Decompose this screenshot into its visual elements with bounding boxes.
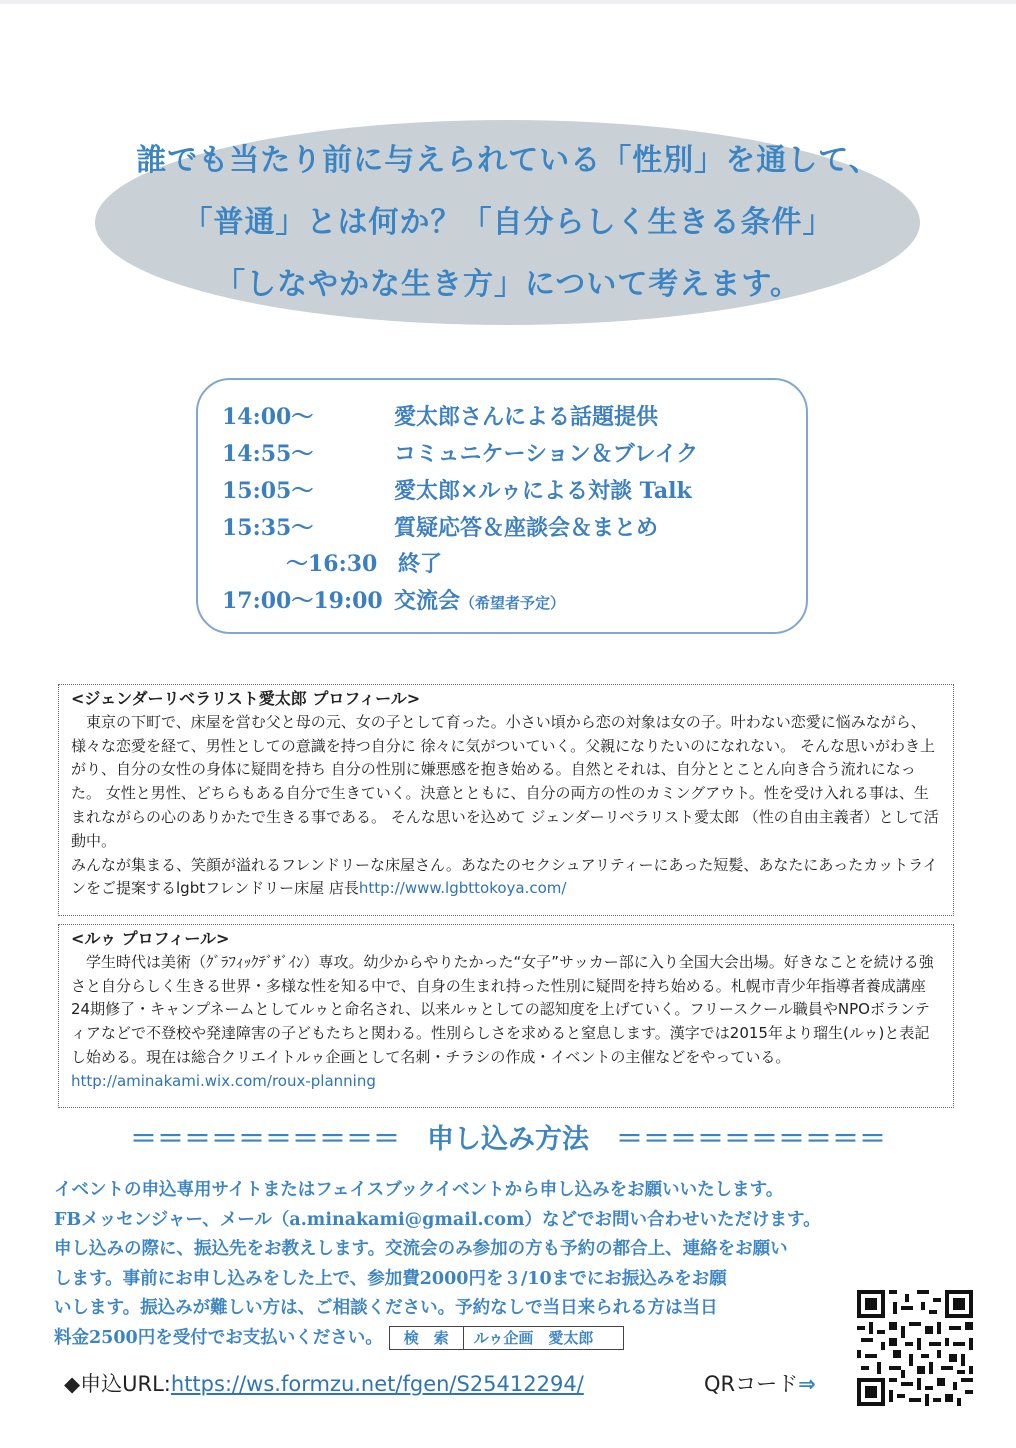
schedule-desc: コミュニケーション＆ブレイク: [394, 441, 699, 467]
application-line-5: いします。振込みが難しい方は、ご相談ください。予約なしで当日来られる方は当日: [54, 1298, 718, 1319]
schedule-desc-main: 交流会: [394, 588, 461, 614]
url-prefix: ◆申込URL:: [64, 1372, 171, 1396]
profile-aitaro-link[interactable]: http://www.lgbttokoya.com/: [358, 879, 567, 898]
schedule-note: （希望者予定）: [460, 594, 566, 612]
qr-label-text: QRコード: [704, 1372, 799, 1396]
application-text: [54, 1176, 934, 1354]
application-url-row: [64, 1368, 584, 1400]
heading-line-2: 「普通」とは何か？「自分らしく生きる条件」: [182, 205, 834, 240]
application-line-6-text: 料金2500円を受付でお支払いください。: [54, 1327, 383, 1348]
qr-code-icon[interactable]: [857, 1290, 973, 1406]
profile-roux-text: 学生時代は美術（ｸﾞﾗﾌｨｯｸﾃﾞｻﾞｲﾝ）専攻。幼少からやりたかった“女子”サッカー部に入り全国大会出場。好きなことを続ける強さと自分らしく生きる世界・多様な性を知る中で、自身の生まれ持った性別に疑問を持ち始める。札幌市青少年指導者養成講座24期修了・キャンプネームとしてルゥと命名され、以来ルゥとしての認知度を上げていく。フリースクール職員やNPOボランティアなどで不登校や発達障害の子どもたちと関わる。性別らしさを求めると窒息します。漢字では2015年より瑠生(ルゥ)と表記し始める。現在は総合クリエイトルゥ企画として名刺・チラシの作成・イベントの主催などをやっている。: [71, 952, 934, 1066]
profile-aitaro-title: <ジェンダーリベラリスト愛太郎 プロフィール>: [71, 689, 421, 708]
profile-roux-body: [71, 951, 943, 1094]
schedule-box: [196, 378, 808, 634]
application-line-1: イベントの申込専用サイトまたはフェイスブックイベントから申し込みをお願いいたします。: [54, 1180, 784, 1200]
heading-line-1: 誰でも当たり前に与えられている「性別」を通して、: [136, 143, 880, 178]
schedule-time: 15:35～: [222, 515, 314, 541]
application-url-link[interactable]: https://ws.formzu.net/fgen/S25412294/: [170, 1372, 584, 1396]
search-box[interactable]: [389, 1326, 625, 1350]
application-line-3: 申し込みの際に、振込先をお教えします。交流会のみ参加の方も予約の都合上、連絡をお願い: [54, 1239, 788, 1260]
heading-line-3: 「しなやかな生き方」について考えます。: [215, 267, 801, 302]
application-line-2: FBメッセンジャー、メール（a.minakami@gmail.com）などでお問い合わせいただけます。: [54, 1209, 821, 1230]
schedule-time: 14:00～: [222, 404, 314, 430]
profile-aitaro-body-2: [71, 854, 943, 902]
profile-aitaro: [58, 684, 954, 916]
schedule-desc: [394, 586, 565, 618]
schedule-desc: 終了: [398, 551, 443, 577]
schedule-desc: 愛太郎×ルゥによる対談 Talk: [394, 478, 692, 504]
schedule-time: 14:55～: [222, 441, 314, 467]
top-border: [0, 0, 1016, 4]
arrow-right-icon: ⇒: [798, 1372, 816, 1396]
schedule-time: ～16:30: [286, 551, 378, 577]
profile-roux: [58, 924, 954, 1108]
search-label: 検 索: [403, 1329, 449, 1348]
application-line-4: します。事前にお申し込みをした上で、参加費2000円を３/10までにお振込みをお願: [54, 1268, 727, 1289]
qr-label: [704, 1368, 816, 1400]
schedule-desc: 愛太郎さんによる話題提供: [394, 404, 659, 430]
profile-aitaro-body: 東京の下町で、床屋を営む父と母の元、女の子として育った。小さい頃から恋の対象は女の子。叶わない恋愛に悩みながら、様々な恋愛を経て、男性としての意識を持つ自分に 徐々に気がついていく。父親になりたいのになれない。 そんな思いがわき上がり、自分の女性の身体に疑問を持ち 自分の性別に嫌悪感を抱き始める。自然とそれは、自分ととことん向き合う流れになった。 女性と男性、どちらもある自分で生きていく。決意とともに、自分の両方の性のカミングアウト。性を受け入れる事は、生まれながらの心のありかたで生きる事である。 そんな思いを込めて ジェンダーリベラリスト愛太郎 （性の自由主義者）として活動中。: [71, 712, 939, 850]
schedule-time: 17:00～19:00: [222, 588, 383, 614]
profile-aitaro-shop: みんなが集まる、笑顔が溢れるフレンドリーな床屋さん。あなたのセクシュアリティーにあった短髪、あなたにあったカットラインをご提案するlgbtフレンドリー床屋 店長: [71, 855, 938, 898]
profile-roux-title: <ルゥ プロフィール>: [71, 929, 230, 948]
schedule-desc: 質疑応答＆座談会＆まとめ: [394, 515, 659, 541]
application-line-6: [54, 1324, 934, 1354]
profile-roux-link[interactable]: http://aminakami.wix.com/roux-planning: [71, 1071, 376, 1090]
application-title: ＝＝＝＝＝＝＝＝＝＝ 申し込み方法 ＝＝＝＝＝＝＝＝＝＝: [130, 1124, 886, 1155]
search-text: ルゥ企画 愛太郎: [463, 1327, 624, 1349]
main-heading: [60, 130, 956, 316]
schedule-time: 15:05～: [222, 478, 314, 504]
